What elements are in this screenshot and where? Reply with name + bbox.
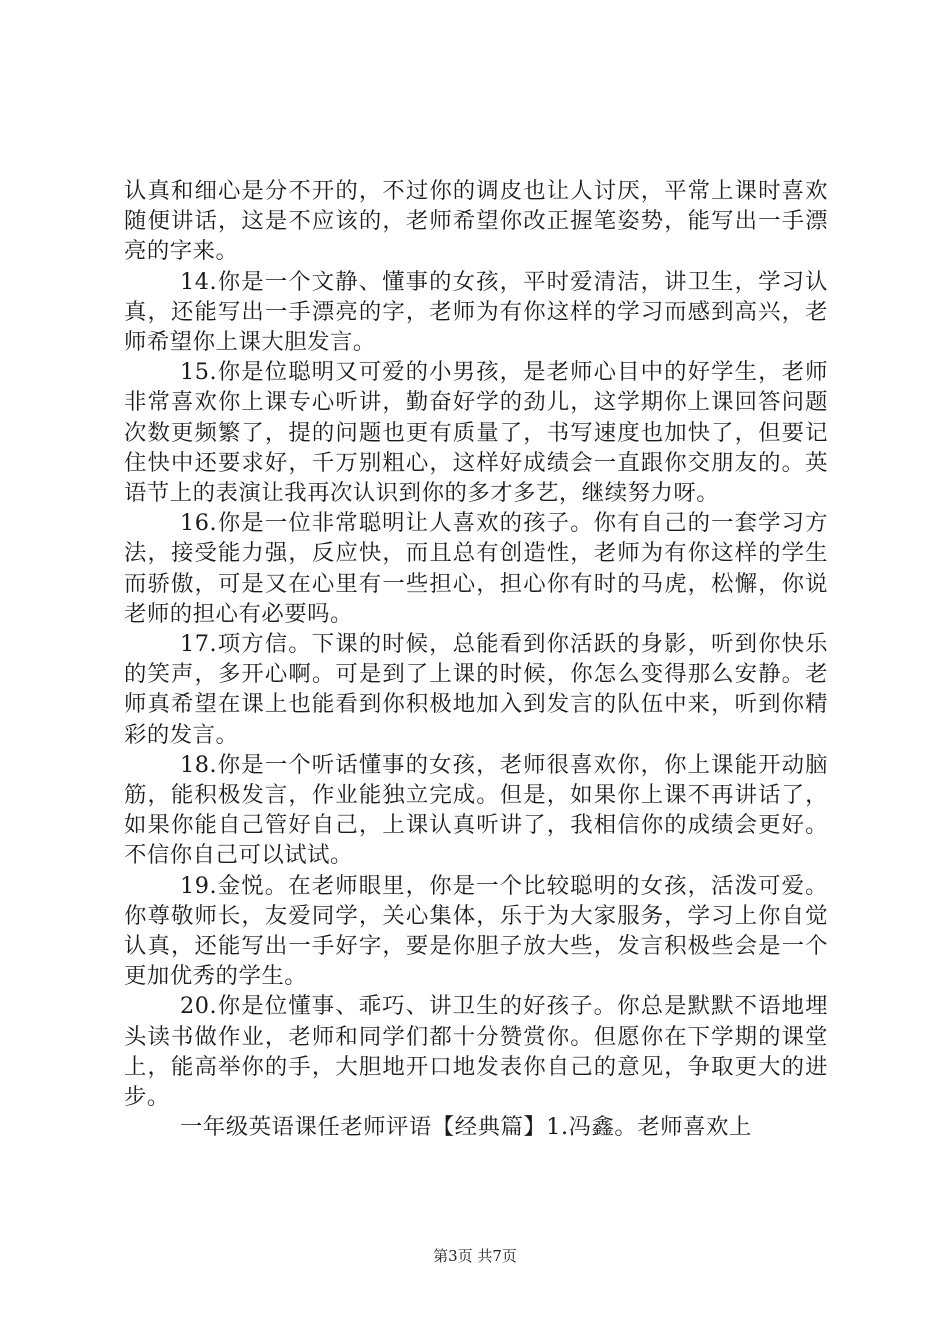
paragraph-section-heading: 一年级英语课任老师评语【经典篇】1.冯鑫。老师喜欢上	[180, 1114, 752, 1141]
page-number-footer: 第3页 共7页	[433, 1247, 517, 1265]
paragraph-19: 19.金悦。在老师眼里，你是一个比较聪明的女孩，活泼可爱。你尊敬师长，友爱同学，关心集体，乐于为大家服务，学习上你自觉认真，还能写出一手好字，要是你胆子放大些，发言积极些会是一个更加优秀的学生。	[124, 872, 828, 990]
paragraph-15: 15.你是位聪明又可爱的小男孩，是老师心目中的好学生，老师非常喜欢你上课专心听讲，勤奋好学的劲儿，这学期你上课回答问题次数更频繁了，提的问题也更有质量了，书写速度也加快了，但要记住快中还要求好，千万别粗心，这样好成绩会一直跟你交朋友的。英语节上的表演让我再次认识到你的多才多艺，继续努力呀。	[124, 359, 828, 507]
paragraph-18: 18.你是一个听话懂事的女孩，老师很喜欢你，你上课能开动脑筋，能积极发言，作业能独立完成。但是，如果你上课不再讲话了，如果你能自己管好自己，上课认真听讲了，我相信你的成绩会更好。不信你自己可以试试。	[124, 751, 828, 869]
paragraph-17: 17.项方信。下课的时候，总能看到你活跃的身影，听到你快乐的笑声，多开心啊。可是到了上课的时候，你怎么变得那么安静。老师真希望在课上也能看到你积极地加入到发言的队伍中来，听到你精彩的发言。	[124, 631, 828, 748]
paragraph-continued: 认真和细心是分不开的，不过你的调皮也让人讨厌，平常上课时喜欢随便讲话，这是不应该的，老师希望你改正握笔姿势，能写出一手漂亮的字来。	[124, 178, 828, 265]
paragraph-14: 14.你是一个文静、懂事的女孩，平时爱清洁，讲卫生，学习认真，还能写出一手漂亮的字，老师为有你这样的学习而感到高兴，老师希望你上课大胆发言。	[124, 268, 828, 356]
paragraph-20: 20.你是位懂事、乖巧、讲卫生的好孩子。你总是默默不语地埋头读书做作业，老师和同学们都十分赞赏你。但愿你在下学期的课堂上，能高举你的手，大胆地开口地发表你自己的意见，争取更大的进步。	[124, 993, 828, 1111]
paragraph-16: 16.你是一位非常聪明让人喜欢的孩子。你有自己的一套学习方法，接受能力强，反应快，而且总有创造性，老师为有你这样的学生而骄傲，可是又在心里有一些担心，担心你有时的马虎，松懈，你说老师的担心有必要吗。	[124, 510, 828, 627]
document-body	[124, 176, 828, 1143]
